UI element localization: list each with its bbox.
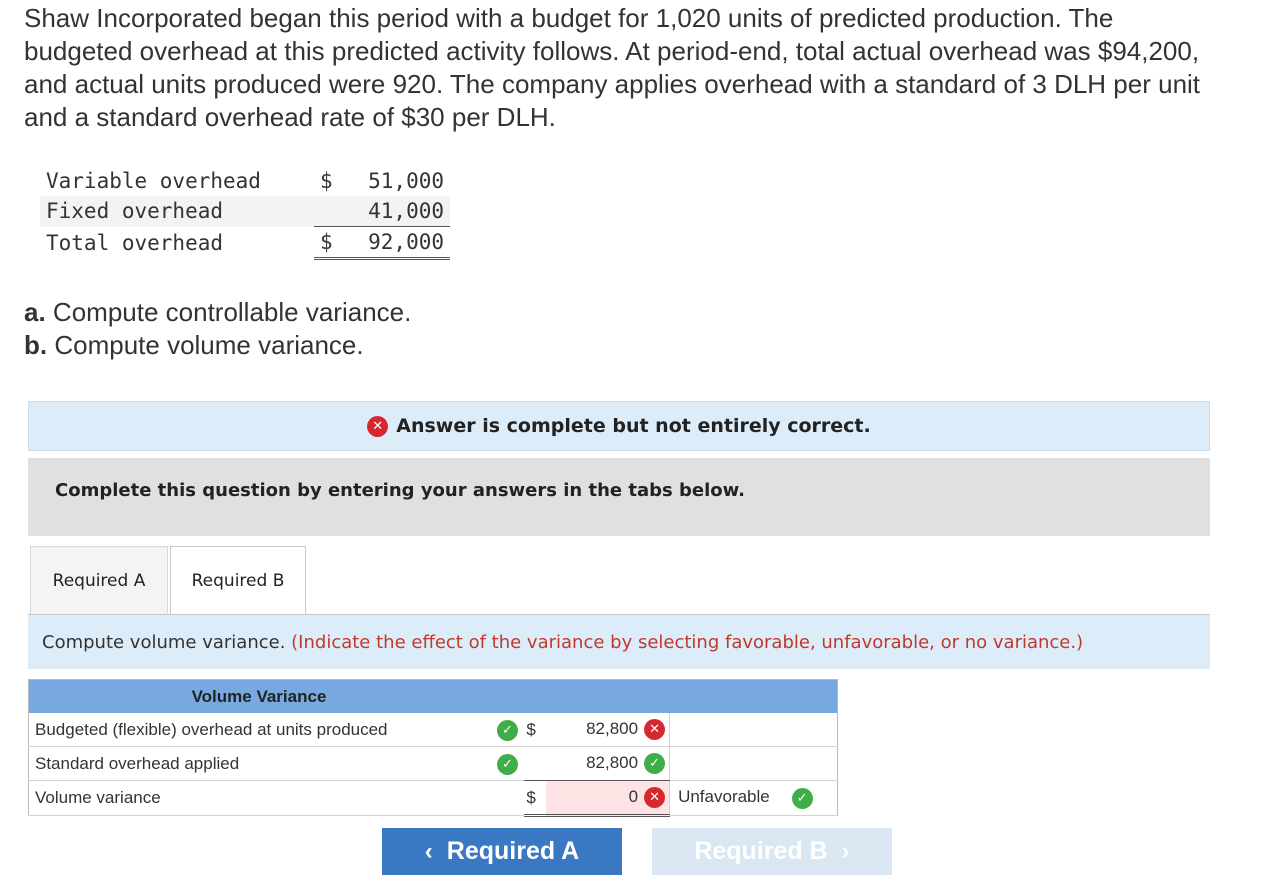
table-header-row — [29, 680, 838, 714]
value-cell[interactable] — [546, 781, 669, 816]
table-row-applied — [29, 747, 838, 781]
value-cell[interactable] — [546, 747, 669, 781]
dollar-sign — [524, 747, 546, 781]
label-status — [491, 713, 525, 747]
table-row-volume-variance — [29, 781, 838, 816]
empty-cell — [670, 713, 838, 747]
budget-amount — [314, 166, 450, 196]
label-status — [491, 781, 525, 816]
prompt-note: (Indicate the effect of the variance by selecting favorable, unfavorable, or no variance.) — [291, 632, 1084, 653]
incorrect-x-icon: ✕ — [644, 787, 665, 808]
tab-required-b[interactable]: Required B — [170, 546, 306, 615]
correct-check-icon: ✓ — [792, 788, 813, 809]
budget-value: 92,000 — [368, 230, 444, 254]
question-a — [24, 296, 411, 329]
chevron-right-icon: › — [841, 837, 850, 865]
budget-row-total — [40, 227, 450, 259]
budget-label: Variable overhead — [46, 169, 261, 193]
row-label: Volume variance — [29, 781, 491, 816]
dollar-sign: $ — [524, 781, 546, 816]
prompt-main: Compute volume variance. — [42, 632, 286, 653]
dollar-sign: $ — [524, 713, 546, 747]
volume-variance-table — [28, 679, 838, 817]
result-banner — [28, 401, 1210, 451]
prev-button-label: Required A — [446, 837, 580, 865]
question-letter: a. — [24, 297, 46, 327]
tab-required-a[interactable]: Required A — [30, 546, 168, 615]
effect-select[interactable] — [670, 781, 838, 816]
next-button-label: Required B — [694, 837, 828, 865]
prev-required-a-button[interactable] — [382, 828, 622, 875]
budget-value: 41,000 — [368, 199, 444, 223]
correct-check-icon: ✓ — [497, 720, 518, 741]
row-label: Budgeted (flexible) overhead at units produced — [29, 713, 491, 747]
value-input[interactable]: 0 — [628, 786, 639, 806]
instructions-panel — [28, 458, 1210, 536]
table-row-budgeted — [29, 713, 838, 747]
question-list — [24, 296, 411, 362]
label-status — [491, 747, 525, 781]
dollar-sign: $ — [320, 169, 333, 193]
question-text: Compute volume variance. — [54, 330, 364, 360]
table-title — [29, 680, 838, 714]
value-cell[interactable] — [546, 713, 669, 747]
table-title-text: Volume Variance — [191, 686, 327, 706]
budget-amount — [314, 196, 450, 227]
value-input[interactable]: 82,800 — [586, 752, 639, 772]
question-letter: b. — [24, 330, 48, 360]
budget-label: Fixed overhead — [40, 196, 314, 227]
next-required-b-button[interactable] — [652, 828, 892, 875]
instructions-text: Complete this question by entering your answers in the tabs below. — [55, 480, 745, 501]
budget-overhead-table — [40, 166, 450, 260]
budget-label: Total overhead — [46, 230, 224, 255]
row-label: Standard overhead applied — [29, 747, 491, 781]
empty-cell — [670, 747, 838, 781]
question-text: Compute controllable variance. — [52, 297, 412, 327]
problem-statement: Shaw Incorporated began this period with a budget for 1,020 units of predicted production. The budgeted overhead at this predicted activity follows. At period-end, total actual overhead was $94,200, and actual units produced were 920. The company applies overhead with a standard of 3 DLH per unit and a standard overhead rate of $30 per DLH. — [24, 3, 1201, 132]
budget-value: 51,000 — [368, 169, 444, 193]
incorrect-x-icon: ✕ — [644, 719, 665, 740]
question-b — [24, 329, 411, 362]
budget-amount — [314, 227, 450, 259]
dollar-sign: $ — [320, 230, 333, 254]
value-input[interactable]: 82,800 — [586, 718, 639, 738]
budget-row-fixed — [40, 196, 450, 227]
budget-row-variable — [40, 166, 450, 196]
correct-check-icon: ✓ — [497, 754, 518, 775]
banner-text: Answer is complete but not entirely correct. — [396, 415, 871, 437]
question-prompt — [28, 615, 1210, 669]
effect-value[interactable]: Unfavorable — [678, 787, 770, 807]
correct-check-icon: ✓ — [644, 753, 665, 774]
chevron-left-icon: ‹ — [424, 837, 433, 865]
incorrect-x-icon: ✕ — [367, 416, 388, 437]
